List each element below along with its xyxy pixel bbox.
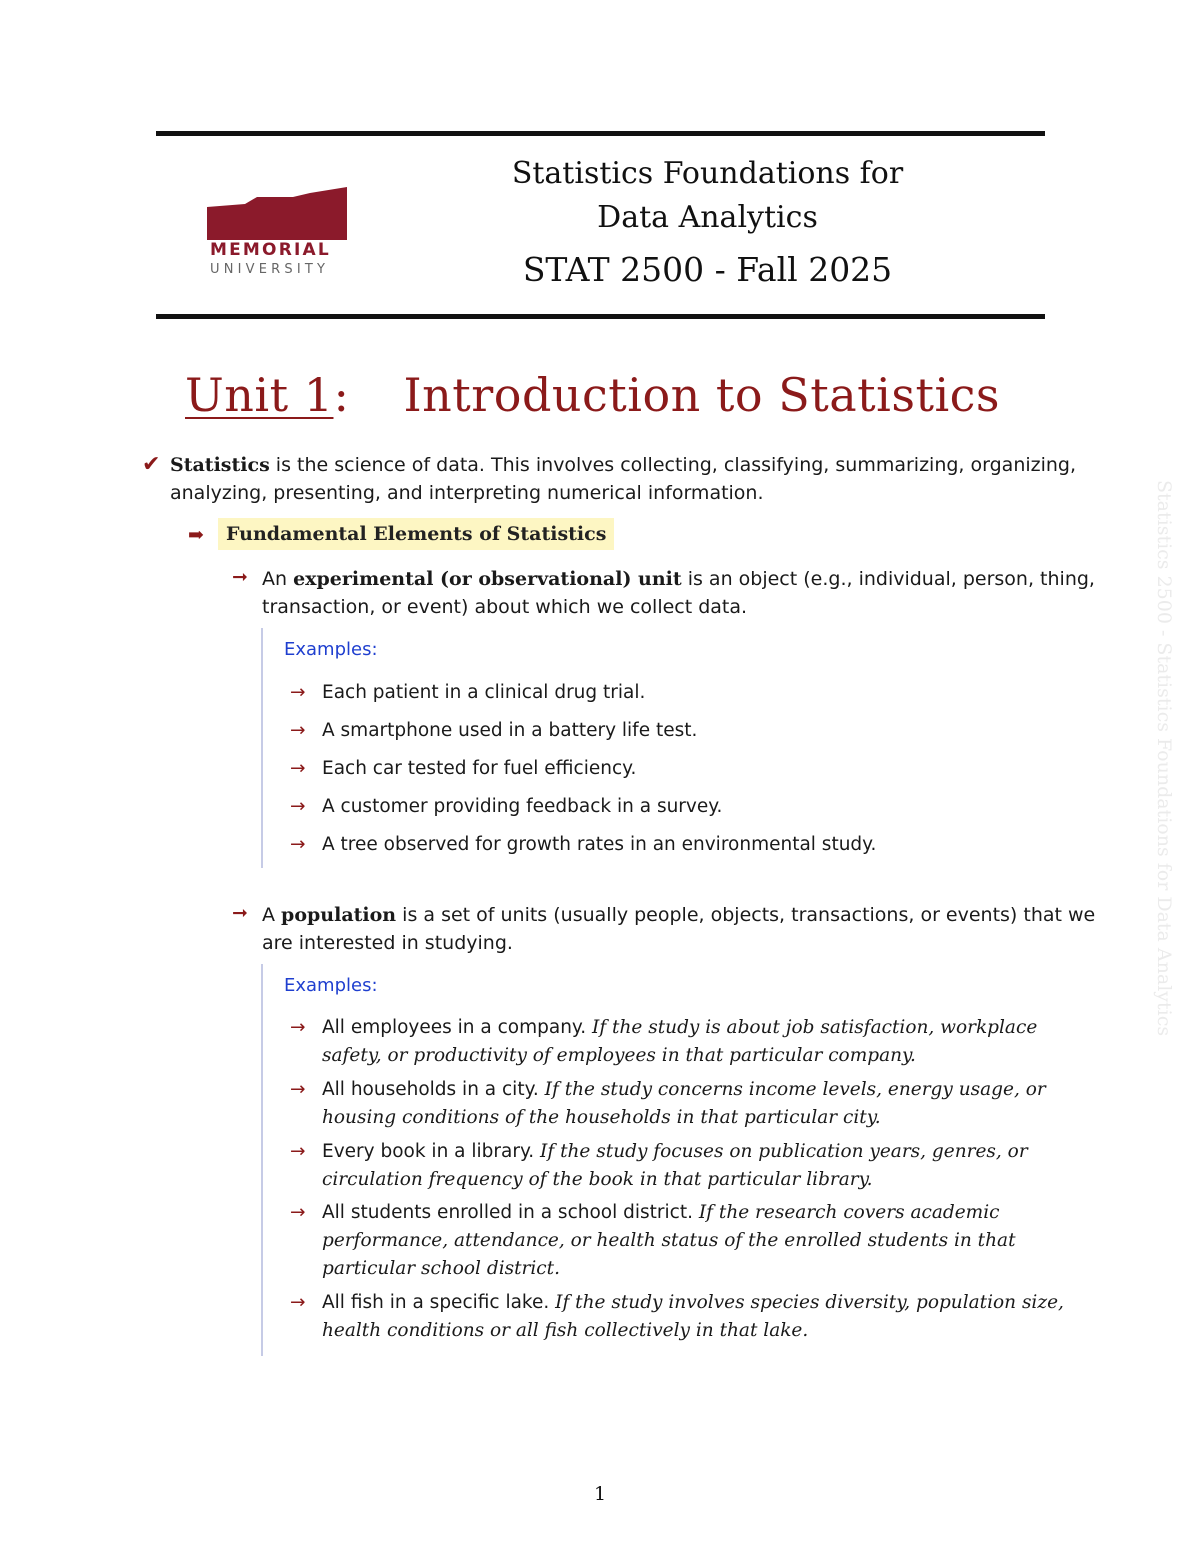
examples-label: Examples: — [284, 639, 378, 660]
arrow-icon: → — [290, 682, 306, 703]
arrow-icon: → — [290, 834, 306, 855]
arrow-icon: ➞ — [232, 566, 248, 588]
intro-text: is the science of data. This involves collecting, classifying, summarizing, organizing, analyzing, presenting, and interpreting numerical information. — [170, 454, 1077, 504]
examples-bar — [261, 964, 263, 1356]
list-item: → A tree observed for growth rates in an environmental study. — [290, 831, 1090, 859]
list-item: → All households in a city. If the study concerns income levels, energy usage, or housing conditions of the households in that particular city. — [290, 1076, 1090, 1132]
header-rule-bottom — [156, 314, 1045, 319]
watermark: Statistics 2500 - Statistics Foundations for Data Analytics — [1153, 480, 1175, 1037]
arrow-icon: → — [290, 1017, 306, 1038]
list-item: → A customer providing feedback in a survey. — [290, 793, 1090, 821]
arrow-icon: → — [290, 1202, 306, 1223]
arrow-icon: → — [290, 1292, 306, 1313]
arrow-bullet-icon: ➡ — [188, 524, 204, 546]
course-title-line-1: Statistics Foundations for — [511, 156, 904, 191]
section-heading: Fundamental Elements of Statistics — [218, 518, 614, 550]
arrow-icon: → — [290, 1141, 306, 1162]
logo-memorial-text: MEMORIAL — [210, 240, 331, 260]
population-term: population — [281, 904, 397, 926]
examples-label: Examples: — [284, 975, 378, 996]
list-item: → Each patient in a clinical drug trial. — [290, 679, 1090, 707]
population-definition: A population is a set of units (usually people, objects, transactions, or events) that we are interested in studying. — [262, 904, 1096, 954]
course-code-term: STAT 2500 - Fall 2025 — [522, 250, 893, 289]
arrow-icon: ➞ — [232, 902, 248, 924]
experimental-unit-definition: An experimental (or observational) unit is an object (e.g., individual, person, thing, transaction, or event) about which we collect data. — [262, 568, 1095, 618]
unit-colon: : — [333, 368, 350, 422]
page-number: 1 — [593, 1483, 607, 1505]
list-item: → All students enrolled in a school district. If the research covers academic performance, attendance, or health status of the enrolled students in that particular school district. — [290, 1199, 1090, 1283]
arrow-icon: → — [290, 720, 306, 741]
arrow-icon: → — [290, 796, 306, 817]
unit-label: Unit 1 — [185, 368, 334, 422]
course-title-line-2: Data Analytics — [597, 200, 818, 235]
arrow-icon: → — [290, 1079, 306, 1100]
list-item: → Every book in a library. If the study focuses on publication years, genres, or circulation frequency of the book in that particular library. — [290, 1138, 1090, 1194]
list-item: → Each car tested for fuel efficiency. — [290, 755, 1090, 783]
examples-bar — [261, 628, 263, 868]
logo-university-text: UNIVERSITY — [210, 262, 330, 277]
list-item: → A smartphone used in a battery life test. — [290, 717, 1090, 745]
unit-title: Introduction to Statistics — [403, 368, 1001, 422]
list-item: → All employees in a company. If the study is about job satisfaction, workplace safety, or productivity of employees in that particular company. — [290, 1014, 1090, 1070]
intro-paragraph — [170, 451, 1100, 507]
experimental-unit-term: experimental (or observational) unit — [293, 568, 682, 590]
arrow-icon: → — [290, 758, 306, 779]
checkmark-icon: ✔ — [142, 452, 161, 477]
memorial-university-logo — [205, 185, 350, 277]
intro-term: Statistics — [170, 454, 270, 476]
unit-heading — [185, 368, 1000, 422]
header-rule-top — [156, 131, 1045, 136]
list-item: → All fish in a specific lake. If the study involves species diversity, population size, health conditions or all fish collectively in that lake. — [290, 1289, 1090, 1345]
